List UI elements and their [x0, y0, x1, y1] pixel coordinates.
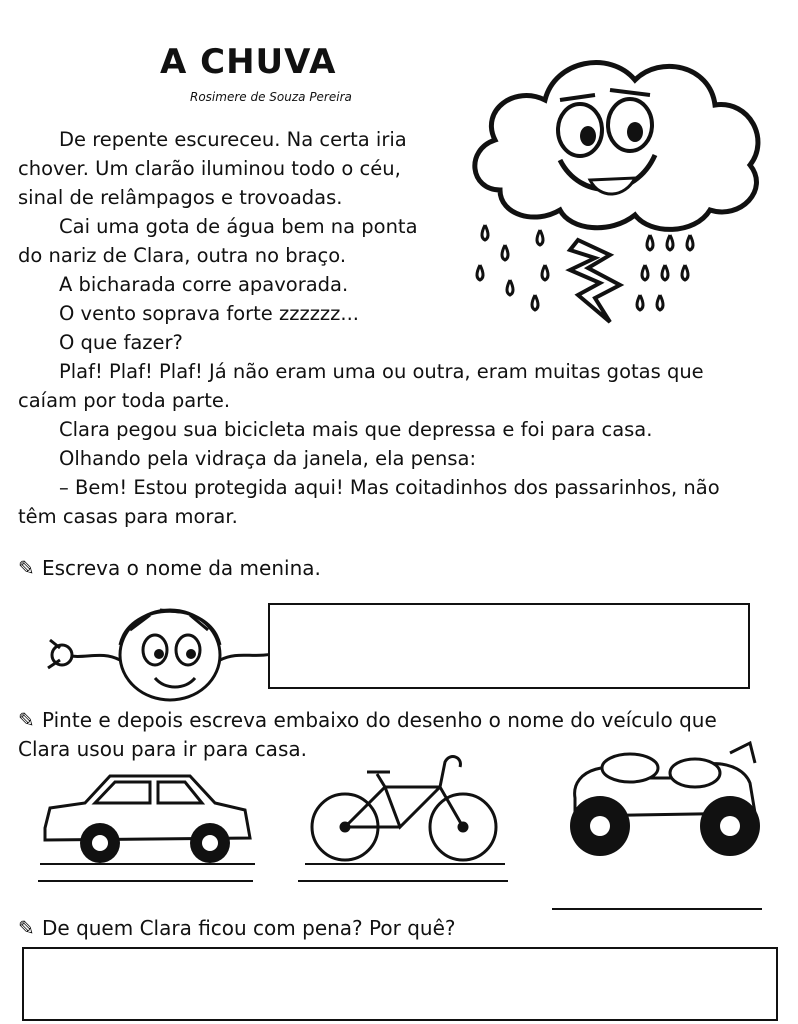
- pencil-icon: ✎: [18, 708, 35, 732]
- question-2: [18, 708, 717, 732]
- story-line: De repente escureceu. Na certa iria: [59, 128, 407, 151]
- car-icon: [40, 768, 255, 868]
- story-line: do nariz de Clara, outra no braço.: [18, 244, 347, 267]
- story-text: [18, 125, 778, 531]
- story-line: Cai uma gota de água bem na ponta: [59, 215, 418, 238]
- story-line: caíam por toda parte.: [18, 389, 231, 412]
- question-2-text-line-1: Pinte e depois escreva embaixo do desenho o nome do veículo que: [42, 708, 717, 732]
- story-line: O vento soprava forte zzzzzz...: [59, 302, 360, 325]
- question-3: [18, 916, 456, 940]
- story-line: O que fazer?: [59, 331, 183, 354]
- page-title: A CHUVA: [160, 42, 337, 82]
- story-line: têm casas para morar.: [18, 505, 238, 528]
- story-line: Olhando pela vidraça da janela, ela pensa:: [59, 447, 477, 470]
- bicycle-answer-line[interactable]: [298, 880, 508, 882]
- question-1-text: Escreva o nome da menina.: [42, 556, 321, 580]
- pencil-icon: ✎: [18, 556, 35, 580]
- question-2-continued: [18, 737, 307, 761]
- question-2-text-line-2: Clara usou para ir para casa.: [18, 737, 307, 761]
- bicycle-icon: [305, 752, 505, 867]
- motorcycle-icon: [555, 738, 775, 863]
- pity-answer-box[interactable]: [22, 947, 778, 1021]
- story-line: sinal de relâmpagos e trovoadas.: [18, 186, 343, 209]
- story-line: Plaf! Plaf! Plaf! Já não eram uma ou outra, eram muitas gotas que: [59, 360, 704, 383]
- story-line: – Bem! Estou protegida aqui! Mas coitadinhos dos passarinhos, não: [59, 476, 720, 499]
- car-answer-line[interactable]: [38, 880, 253, 882]
- girl-name-answer-box[interactable]: [268, 603, 750, 689]
- story-line: A bicharada corre apavorada.: [59, 273, 349, 296]
- question-1: [18, 556, 321, 580]
- story-line: Clara pegou sua bicicleta mais que depressa e foi para casa.: [59, 418, 653, 441]
- pencil-icon: ✎: [18, 916, 35, 940]
- motorcycle-answer-line[interactable]: [552, 908, 762, 910]
- story-line: chover. Um clarão iluminou todo o céu,: [18, 157, 401, 180]
- author-name: Rosimere de Souza Pereira: [190, 90, 352, 104]
- question-3-text: De quem Clara ficou com pena? Por quê?: [42, 916, 456, 940]
